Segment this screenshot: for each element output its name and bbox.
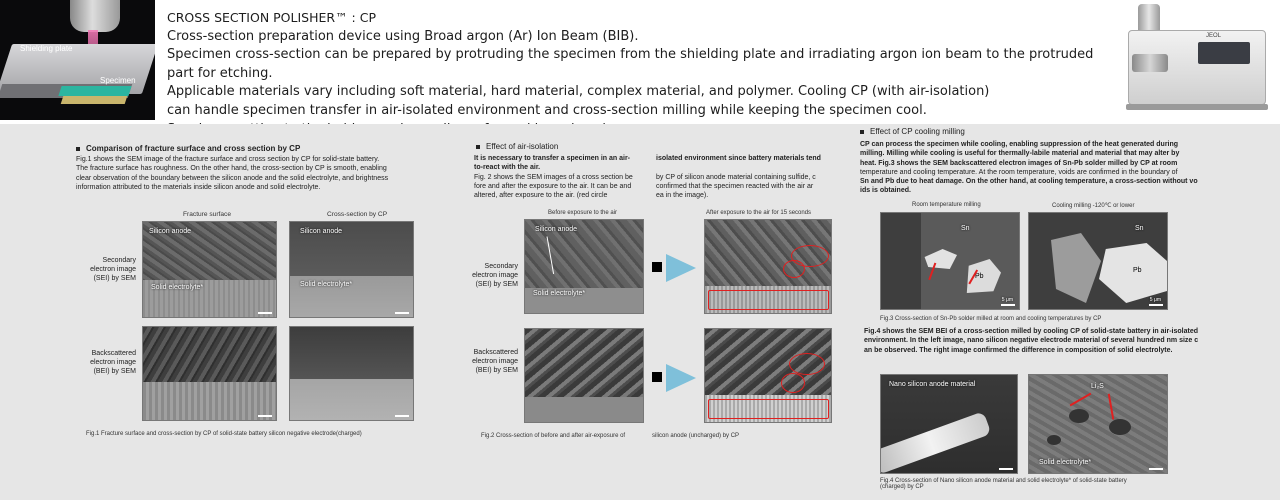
sem-image-before-bei xyxy=(524,328,644,423)
text-line: information attributed to the materials inside silicon anode and solid electrolyte. xyxy=(76,183,321,191)
text-line: an be observed. The right image confirmed the difference in composition of solid electrolyte. xyxy=(864,346,1173,354)
scale-bar xyxy=(999,468,1013,470)
tag-li2s: Li₂S xyxy=(1091,383,1104,390)
bright-streak xyxy=(880,411,991,474)
specimen-base-shape xyxy=(61,96,128,104)
fig1-caption: Fig.1 Fracture surface and cross-section by CP of solid-state battery silicon negative electrode(charged) xyxy=(86,431,362,437)
tag-solid-electrolyte: Solid electrolyte* xyxy=(533,290,586,297)
label-cooling-milling: Cooling milling -120℃ or lower xyxy=(1052,203,1135,209)
tag-solid-electrolyte: Solid electrolyte* xyxy=(300,281,353,288)
machine-chamber xyxy=(1132,54,1168,72)
tag-nano-silicon: Nano silicon anode material xyxy=(889,381,976,388)
fig2-caption-right: silicon anode (uncharged) by CP xyxy=(652,433,740,439)
text-line: milling. Milling while cooling is useful for thermally-labile material and material that may alter by xyxy=(860,150,1180,158)
section3-title-text: Effect of CP cooling milling xyxy=(870,127,965,136)
cp-schematic-image xyxy=(0,0,155,120)
sem-image-nano-silicon xyxy=(880,374,1018,474)
sn-phase xyxy=(1051,233,1101,303)
row-label-sei xyxy=(446,262,518,289)
text-line: by CP of silicon anode material containing sulfide, c xyxy=(656,173,816,181)
section3-fig4-paragraph xyxy=(864,327,1264,355)
header-line: can handle specimen transfer in air-isolated environment and cross-section milling while keeping the specimen cool. xyxy=(167,102,927,118)
arrow-right-icon xyxy=(666,254,696,282)
row-label-line: (BEI) by SEM xyxy=(93,368,136,375)
red-arrow-icon xyxy=(1108,394,1114,420)
section3-title xyxy=(860,127,965,136)
section1-title-text: Comparison of fracture surface and cross section by CP xyxy=(86,144,301,153)
sem-image-after-bei xyxy=(704,328,832,423)
sem-image-cp-bei xyxy=(289,326,414,421)
red-box-marker xyxy=(708,399,829,419)
dark-particle xyxy=(1069,409,1089,423)
scale-bar xyxy=(258,415,272,417)
section1-paragraph xyxy=(76,155,436,192)
poster-panel xyxy=(0,124,1280,500)
caption-line: (charged) by CP xyxy=(880,484,924,490)
red-box-marker xyxy=(708,290,829,310)
scale-bar xyxy=(1149,304,1163,306)
text-line: to-react with the air. xyxy=(474,164,541,172)
bullet-square-icon xyxy=(652,262,662,272)
row-label-line: Secondary xyxy=(484,263,518,270)
dark-particle xyxy=(1047,435,1061,445)
section1-title xyxy=(76,144,300,153)
text-line: Fig.1 shows the SEM image of the fracture surface and cross section by CP for solid-state battery. xyxy=(76,156,380,163)
fig2-caption-left: Fig.2 Cross-section of before and after air-exposure of xyxy=(481,433,626,439)
bullet-square-icon xyxy=(860,130,864,134)
section2-title-text: Effect of air-isolation xyxy=(486,142,559,151)
sem-image-fracture-bei xyxy=(142,326,277,421)
sem-image-room-temp xyxy=(880,212,1020,310)
sem-anode-region xyxy=(290,327,413,381)
text-line: fore and after the exposure to the air. It can be and xyxy=(474,182,632,190)
row-label-line: electron image xyxy=(472,358,518,365)
sem-image-fracture-sei xyxy=(142,221,277,318)
fig4-caption xyxy=(880,478,1127,490)
scale-bar xyxy=(1001,304,1015,306)
sn-phase xyxy=(881,213,921,310)
row-label-line: (SEI) by SEM xyxy=(475,281,518,288)
sem-electrolyte-region xyxy=(290,379,413,420)
scale-bar xyxy=(395,312,409,314)
tag-pb: Pb xyxy=(1133,267,1142,274)
row-label-line: Secondary xyxy=(102,257,136,264)
text-line: Fig. 2 shows the SEM images of a cross section be xyxy=(474,173,633,181)
bullet-square-icon xyxy=(76,147,80,151)
row-label-sei xyxy=(64,256,136,283)
text-line: clear observation of the boundary between the silicon anode and the solid electrolyte, and brightness xyxy=(76,174,389,182)
tag-solid-electrolyte: Solid electrolyte* xyxy=(151,284,204,291)
scale-bar xyxy=(395,415,409,417)
red-arrow-icon xyxy=(1070,393,1092,406)
sem-image-solid-electrolyte xyxy=(1028,374,1168,474)
sem-image-before-sei xyxy=(524,219,644,314)
column-label-after: After exposure to the air for 15 seconds xyxy=(706,210,812,216)
dark-particle xyxy=(1109,419,1131,435)
shielding-plate-label: Shielding plate xyxy=(20,44,73,53)
header-line: Applicable materials vary including soft material, hard material, complex material, and polymer. Cooling CP (with air-isolation) xyxy=(167,84,990,100)
tag-sn: Sn xyxy=(961,225,970,232)
text-line: Fig.4 shows the SEM BEI of a cross-section milled by cooling CP of solid-state battery in air-isolated xyxy=(864,328,1198,335)
tag-silicon-anode: Silicon anode xyxy=(300,228,343,235)
section3-paragraph xyxy=(860,140,1260,196)
caption-line: Fig.4 Cross-section of Nano silicon anode material and solid electrolyte* of solid-state battery xyxy=(880,478,1127,484)
fig3-caption: Fig.3 Cross-section of Sn-Pb solder milled at room and cooling temperatures by CP xyxy=(880,316,1102,322)
text-line: isolated environment since battery materials tend xyxy=(656,155,821,162)
text-line: It is necessary to transfer a specimen in an air- xyxy=(474,155,631,162)
text-line: altered, after exposure to the air. (red circle xyxy=(474,192,608,200)
section2-paragraph-right xyxy=(656,154,836,200)
label-room-temperature: Room temperature milling xyxy=(912,202,981,208)
row-label-bei xyxy=(64,349,136,376)
header-description xyxy=(167,9,1117,139)
machine-screen xyxy=(1198,42,1250,64)
text-line-spacer xyxy=(656,163,836,172)
text-line: ea in the image). xyxy=(656,192,709,200)
column-label-fracture: Fracture surface xyxy=(183,211,232,218)
text-line: ids is obtained. xyxy=(860,187,911,195)
section2-paragraph-left xyxy=(474,154,654,200)
red-circle-marker xyxy=(781,373,805,393)
tag-pb: Pb xyxy=(975,273,984,280)
tag-sn: Sn xyxy=(1135,225,1144,232)
bullet-square-icon xyxy=(652,372,662,382)
row-label-line: (BEI) by SEM xyxy=(475,367,518,374)
scale-bar xyxy=(1149,468,1163,470)
scale-label: 5 μm xyxy=(1149,297,1161,303)
ion-gun-nozzle xyxy=(70,0,120,32)
tag-solid-electrolyte: Solid electrolyte* xyxy=(1039,459,1092,466)
tag-silicon-anode: Silicon anode xyxy=(149,228,192,235)
sem-image-cp-sei xyxy=(289,221,414,318)
row-label-line: Backscattered xyxy=(473,349,518,356)
scale-label: 5 μm xyxy=(1001,297,1013,303)
row-label-line: electron image xyxy=(472,272,518,279)
text-line: confirmed that the specimen reacted with the air ar xyxy=(656,182,814,190)
header-line: Cross-section preparation device using Broad argon (Ar) Ion Beam (BIB). xyxy=(167,28,639,44)
arrow-right-icon xyxy=(666,364,696,392)
header-line: Specimen cross-section can be prepared by protruding the specimen from the shielding plate and irradiating argon ion beam to the protruded part for etching. xyxy=(167,47,1094,81)
sem-electrolyte-region xyxy=(525,397,643,422)
scale-bar xyxy=(258,312,272,314)
row-label-line: electron image xyxy=(90,266,136,273)
sem-electrolyte-region xyxy=(143,382,276,420)
text-line: heat. Fig.3 shows the SEM backscattered electron images of Sn-Pb solder milled by CP at room xyxy=(860,159,1178,167)
sem-image-after-sei xyxy=(704,219,832,314)
pb-grain xyxy=(921,249,957,269)
machine-base xyxy=(1126,104,1268,110)
row-label-line: (SEI) by SEM xyxy=(93,275,136,282)
text-line: temperature and cooling temperature. At the room temperature, voids are confirmed in the boundary of xyxy=(860,168,1178,176)
sem-anode-region xyxy=(143,327,276,384)
row-label-bei xyxy=(446,348,518,375)
text-line: Sn and Pb due to heat damage. On the other hand, at cooling temperature, a cross-section without vo xyxy=(860,178,1198,186)
text-line: CP can process the specimen while cooling, enabling suppression of the heat generated during xyxy=(860,141,1179,148)
page-title: CROSS SECTION POLISHER™ : CP xyxy=(167,10,377,25)
specimen-label: Specimen xyxy=(100,76,136,85)
column-label-before: Before exposure to the air xyxy=(548,210,618,216)
column-label-cp: Cross-section by CP xyxy=(327,211,388,218)
machine-logo: JEOL xyxy=(1206,33,1222,39)
tag-silicon-anode: Silicon anode xyxy=(535,226,578,233)
specimen-shape xyxy=(58,86,131,96)
bullet-square-icon xyxy=(476,145,480,149)
text-line: environment. In the left image, nano silicon negative electrode material of several hundred nm size c xyxy=(864,337,1199,345)
row-label-line: Backscattered xyxy=(91,350,136,357)
sem-anode-region xyxy=(525,329,643,399)
section2-title xyxy=(476,142,558,151)
red-circle-marker xyxy=(789,353,825,375)
cp-machine-image xyxy=(1110,0,1280,120)
text-line: The fracture surface has roughness. On the other hand, the cross-section by CP is smooth, enabling xyxy=(76,165,387,173)
sem-image-cooling xyxy=(1028,212,1168,310)
red-circle-marker xyxy=(783,260,805,278)
row-label-line: electron image xyxy=(90,359,136,366)
